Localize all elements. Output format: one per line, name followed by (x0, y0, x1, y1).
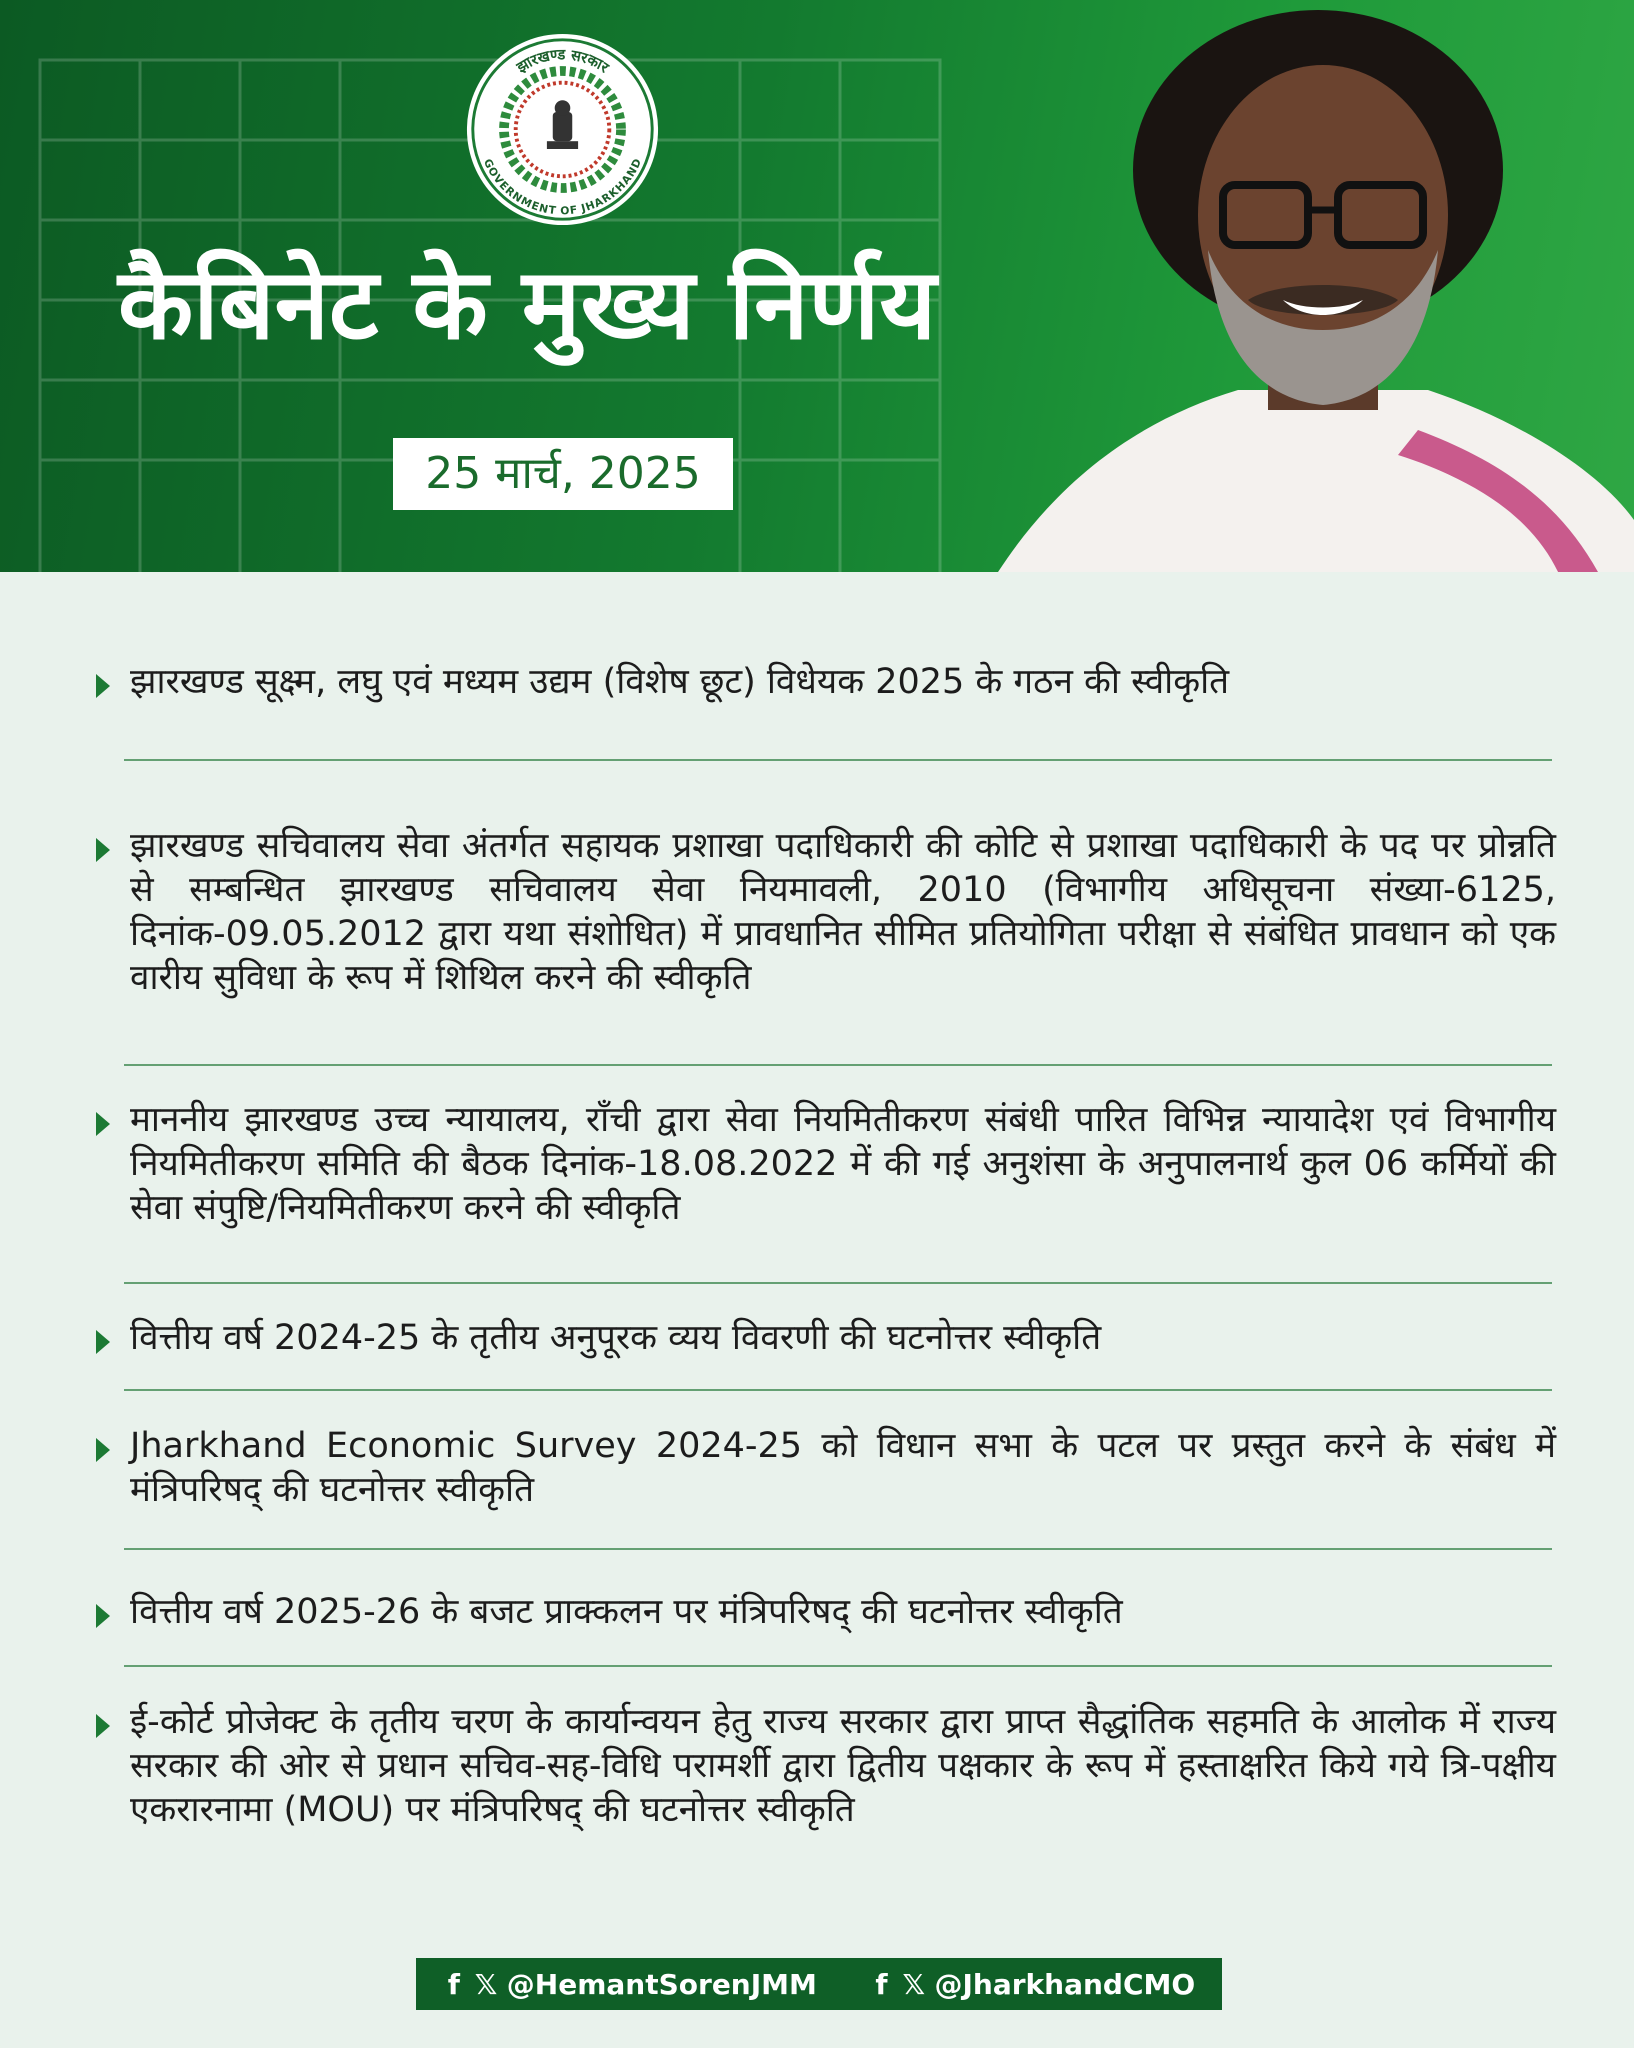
bullet-arrow-icon (96, 1604, 110, 1628)
social-handles-bar (416, 1958, 1222, 2010)
decision-item-3 (96, 1098, 1556, 1230)
bullet-arrow-icon (96, 1330, 110, 1354)
bullet-arrow-icon (96, 674, 110, 698)
emblem-hindi-text: झारखण्ड सरकार (513, 46, 612, 77)
decision-text: झारखण्ड सूक्ष्म, लघु एवं मध्यम उद्यम (विशेष छूट) विधेयक 2025 के गठन की स्वीकृति (130, 662, 1230, 702)
divider (124, 759, 1552, 761)
jharkhand-government-emblem (465, 32, 660, 227)
divider (124, 1548, 1552, 1550)
bullet-arrow-icon (96, 1438, 110, 1462)
decision-item-2 (96, 824, 1556, 1000)
facebook-icon: f (447, 1967, 460, 2001)
handle-text: @JharkhandCMO (934, 1967, 1196, 2001)
header-banner (0, 0, 1634, 572)
decision-text: ई-कोर्ट प्रोजेक्ट के तृतीय चरण के कार्यान्वयन हेतु राज्य सरकार द्वारा प्राप्त सैद्धांतिक सहमति के आलोक में राज्य सरकार की ओर से प्रधान सचिव-सह-विधि परामर्शी द्वारा द्वितीय पक्षकार के रूप में हस्ताक्षरित किये गये त्रि-पक्षीय एकरारनामा (MOU) पर मंत्रिपरिषद् की घटनोत्तर स्वीकृति (130, 1702, 1556, 1830)
decision-item-1 (96, 660, 1556, 704)
divider (124, 1064, 1552, 1066)
bullet-arrow-icon (96, 838, 110, 862)
divider (124, 1282, 1552, 1284)
x-twitter-icon: 𝕏 (902, 1967, 926, 2001)
emblem-english-text: GOVERNMENT OF JHARKHAND (480, 156, 645, 218)
decision-item-5 (96, 1424, 1556, 1512)
divider (124, 1389, 1552, 1391)
decision-text: माननीय झारखण्ड उच्च न्यायालय, राँची द्वारा सेवा नियमितीकरण संबंधी पारित विभिन्न न्यायादेश एवं विभागीय नियमितीकरण समिति की बैठक दिनांक-18.08.2022 में की गई अनुशंसा के अनुपालनार्थ कुल 06 कर्मियों की सेवा संपुष्टि/नियमितीकरण करने की स्वीकृति (130, 1100, 1556, 1228)
meeting-date: 25 मार्च, 2025 (393, 438, 733, 510)
page-title: कैबिनेट के मुख्य निर्णय (118, 248, 937, 362)
x-twitter-icon: 𝕏 (474, 1967, 498, 2001)
decision-text: वित्तीय वर्ष 2025-26 के बजट प्राक्कलन पर मंत्रिपरिषद् की घटनोत्तर स्वीकृति (130, 1592, 1123, 1632)
divider (124, 1665, 1552, 1667)
decision-text: वित्तीय वर्ष 2024-25 के तृतीय अनुपूरक व्यय विवरणी की घटनोत्तर स्वीकृति (130, 1318, 1102, 1358)
social-handle-hemant[interactable] (443, 1968, 817, 2001)
decision-item-4 (96, 1316, 1556, 1360)
social-handle-cmo[interactable] (870, 1968, 1195, 2001)
bullet-arrow-icon (96, 1112, 110, 1136)
handle-text: @HemantSorenJMM (506, 1967, 817, 2001)
decision-item-6 (96, 1590, 1556, 1634)
decision-text: झारखण्ड सचिवालय सेवा अंतर्गत सहायक प्रशाखा पदाधिकारी की कोटि से प्रशाखा पदाधिकारी के पद पर प्रोन्नति से सम्बन्धित झारखण्ड सचिवालय सेवा नियमावली, 2010 (विभागीय अधिसूचना संख्या-6125, दिनांक-09.05.2012 द्वारा यथा संशोधित) में प्रावधानित सीमित प्रतियोगिता परीक्षा से संबंधित प्रावधान को एक वारीय सुविधा के रूप में शिथिल करने की स्वीकृति (130, 826, 1556, 998)
facebook-icon: f (875, 1967, 888, 2001)
bullet-arrow-icon (96, 1714, 110, 1738)
chief-minister-portrait (998, 0, 1634, 572)
decision-text: Jharkhand Economic Survey 2024-25 को विधान सभा के पटल पर प्रस्तुत करने के संबंध में मंत्रिपरिषद् की घटनोत्तर स्वीकृति (130, 1426, 1556, 1510)
decision-item-7 (96, 1700, 1556, 1832)
